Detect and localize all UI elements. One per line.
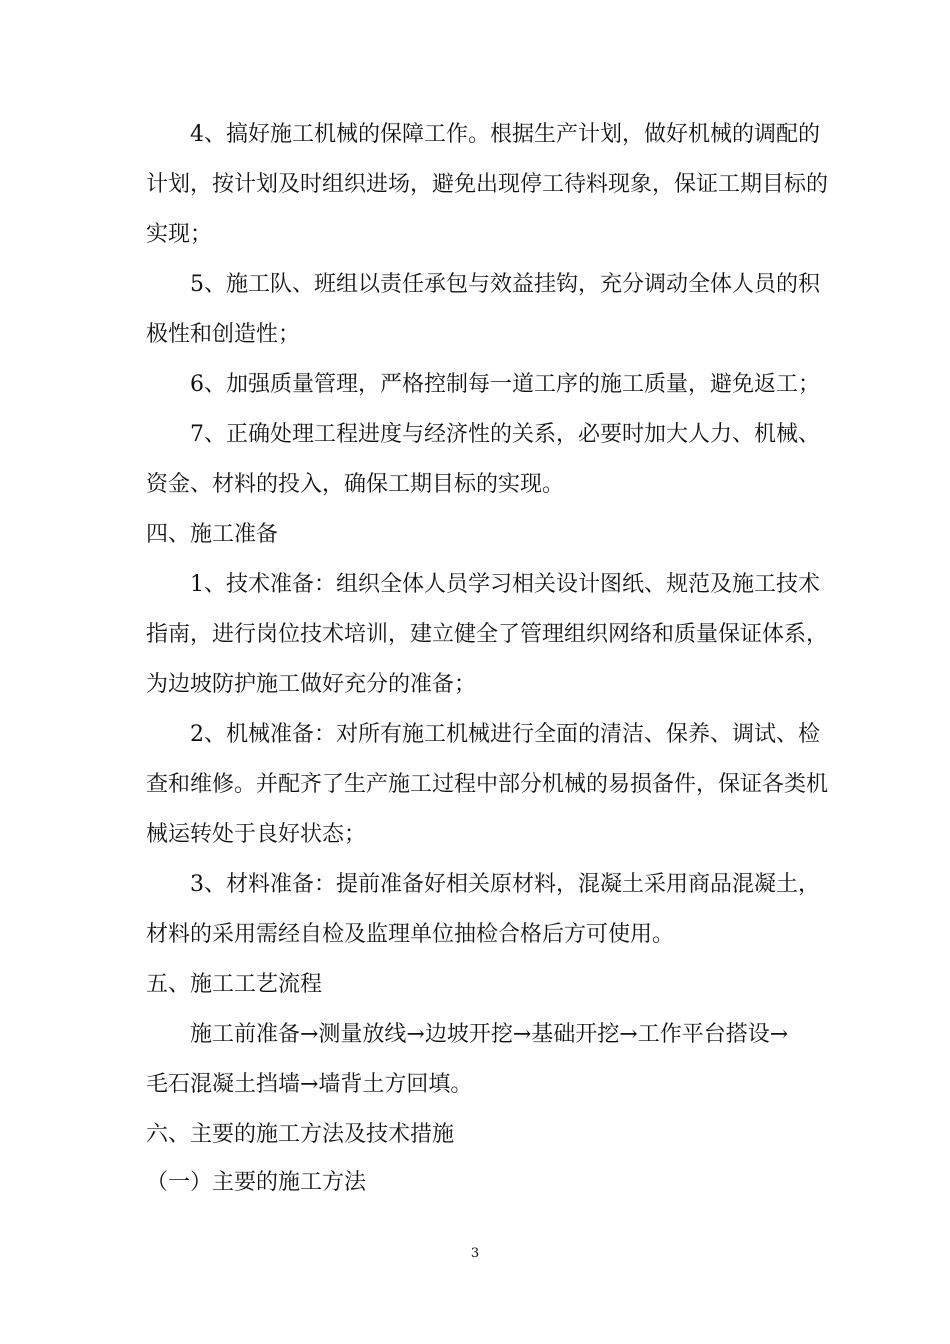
section-heading: 四、施工准备 — [146, 522, 279, 547]
paragraph-line: 4、搞好施工机械的保障工作。根据生产计划，做好机械的调配的 — [190, 122, 820, 147]
paragraph-line: 施工前准备→测量放线→边坡开挖→基础开挖→工作平台搭设→ — [190, 1022, 789, 1047]
paragraph-line: 材料的采用需经自检及监理单位抽检合格后方可使用。 — [146, 922, 675, 947]
paragraph-line: 2、机械准备：对所有施工机械进行全面的清洁、保养、调试、检 — [190, 722, 820, 747]
paragraph-line: 计划，按计划及时组织进场，避免出现停工待料现象，保证工期目标的 — [146, 172, 829, 197]
paragraph-line: 指南，进行岗位技术培训，建立健全了管理组织网络和质量保证体系， — [146, 622, 829, 647]
paragraph-line: 3、材料准备：提前准备好相关原材料，混凝土采用商品混凝土， — [190, 872, 820, 897]
paragraph-line: 6、加强质量管理，严格控制每一道工序的施工质量，避免返工； — [190, 372, 820, 397]
page-number: 3 — [470, 1246, 480, 1261]
paragraph-line: 实现； — [146, 222, 213, 247]
paragraph-line: 极性和创造性； — [146, 322, 301, 347]
paragraph-line: 毛石混凝土挡墙→墙背土方回填。 — [146, 1072, 473, 1097]
paragraph-line: 查和维修。并配齐了生产施工过程中部分机械的易损备件，保证各类机 — [146, 772, 829, 797]
paragraph-line: 资金、材料的投入，确保工期目标的实现。 — [146, 472, 565, 497]
paragraph-line: 械运转处于良好状态； — [146, 822, 367, 847]
section-heading: 六、主要的施工方法及技术措施 — [146, 1122, 455, 1147]
paragraph-line: 5、施工队、班组以责任承包与效益挂钩，充分调动全体人员的积 — [190, 272, 820, 297]
paragraph-line: 7、正确处理工程进度与经济性的关系，必要时加大人力、机械、 — [190, 422, 820, 447]
section-heading: 五、施工工艺流程 — [146, 972, 323, 997]
subsection-heading: （一）主要的施工方法 — [146, 1170, 367, 1195]
paragraph-line: 为边坡防护施工做好充分的准备； — [146, 672, 477, 697]
paragraph-line: 1、技术准备：组织全体人员学习相关设计图纸、规范及施工技术 — [190, 572, 820, 597]
